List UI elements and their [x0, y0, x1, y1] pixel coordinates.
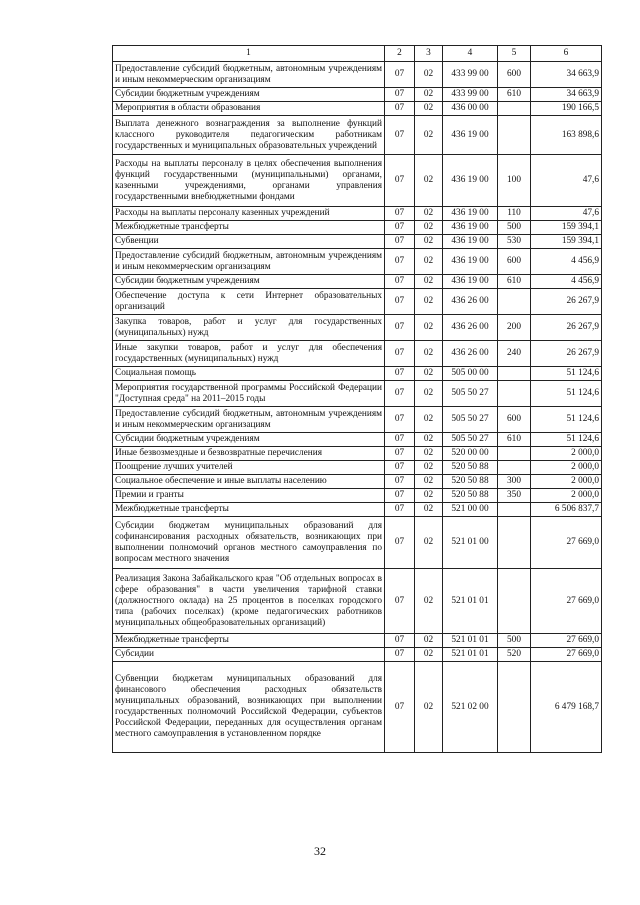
- subsection-code-cell: 02: [415, 62, 443, 88]
- row-name-cell: Мероприятия государственной программы Российской Федерации "Доступная среда" на 2011–2015 годы: [113, 381, 385, 407]
- subsection-code-cell: 02: [415, 275, 443, 289]
- section-code-cell: 07: [385, 662, 415, 753]
- target-article-cell: 505 00 00: [443, 367, 498, 381]
- expense-type-cell: [498, 461, 531, 475]
- amount-cell: 51 124,6: [531, 381, 602, 407]
- expense-type-cell: 100: [498, 155, 531, 207]
- expense-type-cell: [498, 569, 531, 634]
- target-article-cell: 433 99 00: [443, 88, 498, 102]
- amount-cell: 47,6: [531, 207, 602, 221]
- section-code-cell: 07: [385, 433, 415, 447]
- expense-type-cell: [498, 503, 531, 517]
- header-cell: 6: [531, 46, 602, 62]
- target-article-cell: 436 19 00: [443, 221, 498, 235]
- subsection-code-cell: 02: [415, 475, 443, 489]
- row-name-cell: Выплата денежного вознаграждения за выполнение функций классного руководителя педагогическим работникам государственных и муниципальных образовательных учреждений: [113, 116, 385, 155]
- table-row: [113, 315, 602, 341]
- section-code-cell: 07: [385, 315, 415, 341]
- target-article-cell: 520 00 00: [443, 447, 498, 461]
- target-article-cell: 436 26 00: [443, 341, 498, 367]
- expense-type-cell: [498, 102, 531, 116]
- section-code-cell: 07: [385, 62, 415, 88]
- section-code-cell: 07: [385, 116, 415, 155]
- row-name-cell: Мероприятия в области образования: [113, 102, 385, 116]
- table-row: [113, 235, 602, 249]
- subsection-code-cell: 02: [415, 235, 443, 249]
- section-code-cell: 07: [385, 207, 415, 221]
- target-article-cell: 505 50 27: [443, 381, 498, 407]
- amount-cell: 2 000,0: [531, 447, 602, 461]
- subsection-code-cell: 02: [415, 155, 443, 207]
- subsection-code-cell: 02: [415, 88, 443, 102]
- amount-cell: 4 456,9: [531, 275, 602, 289]
- target-article-cell: 521 01 00: [443, 517, 498, 569]
- target-article-cell: 520 50 88: [443, 475, 498, 489]
- expense-type-cell: 610: [498, 275, 531, 289]
- expense-type-cell: 610: [498, 88, 531, 102]
- row-name-cell: Обеспечение доступа к сети Интернет образовательных организаций: [113, 289, 385, 315]
- amount-cell: 159 394,1: [531, 235, 602, 249]
- row-name-cell: Иные безвозмездные и безвозвратные перечисления: [113, 447, 385, 461]
- amount-cell: 27 669,0: [531, 648, 602, 662]
- amount-cell: 34 663,9: [531, 62, 602, 88]
- row-name-cell: Социальная помощь: [113, 367, 385, 381]
- expense-type-cell: 600: [498, 407, 531, 433]
- section-code-cell: 07: [385, 489, 415, 503]
- row-name-cell: Субсидии бюджетам муниципальных образований для софинансирования расходных обязательств, возникающих при выполнении полномочий органов местного самоуправления по вопросам местного значения: [113, 517, 385, 569]
- subsection-code-cell: 02: [415, 433, 443, 447]
- table-row: [113, 249, 602, 275]
- target-article-cell: 436 19 00: [443, 116, 498, 155]
- section-code-cell: 07: [385, 155, 415, 207]
- subsection-code-cell: 02: [415, 407, 443, 433]
- row-name-cell: Субвенции: [113, 235, 385, 249]
- expense-type-cell: 350: [498, 489, 531, 503]
- row-name-cell: Закупка товаров, работ и услуг для государственных (муниципальных) нужд: [113, 315, 385, 341]
- section-code-cell: 07: [385, 634, 415, 648]
- table-row: [113, 207, 602, 221]
- subsection-code-cell: 02: [415, 249, 443, 275]
- row-name-cell: Субсидии бюджетным учреждениям: [113, 275, 385, 289]
- table-row: [113, 433, 602, 447]
- expense-type-cell: [498, 367, 531, 381]
- section-code-cell: 07: [385, 517, 415, 569]
- amount-cell: 26 267,9: [531, 289, 602, 315]
- table-row: [113, 517, 602, 569]
- table-row: [113, 407, 602, 433]
- row-name-cell: Предоставление субсидий бюджетным, автономным учреждениям и иным некоммерческим организациям: [113, 249, 385, 275]
- header-cell: 2: [385, 46, 415, 62]
- table-row: [113, 461, 602, 475]
- target-article-cell: 436 19 00: [443, 249, 498, 275]
- amount-cell: 51 124,6: [531, 407, 602, 433]
- subsection-code-cell: 02: [415, 662, 443, 753]
- section-code-cell: 07: [385, 461, 415, 475]
- target-article-cell: 436 19 00: [443, 207, 498, 221]
- table-row: [113, 447, 602, 461]
- subsection-code-cell: 02: [415, 207, 443, 221]
- amount-cell: 2 000,0: [531, 489, 602, 503]
- amount-cell: 159 394,1: [531, 221, 602, 235]
- header-cell: 3: [415, 46, 443, 62]
- amount-cell: 6 479 168,7: [531, 662, 602, 753]
- expense-type-cell: 500: [498, 634, 531, 648]
- target-article-cell: 436 19 00: [443, 155, 498, 207]
- target-article-cell: 433 99 00: [443, 62, 498, 88]
- table-row: [113, 155, 602, 207]
- table-row: [113, 662, 602, 753]
- target-article-cell: 505 50 27: [443, 407, 498, 433]
- target-article-cell: 436 26 00: [443, 315, 498, 341]
- budget-table-body: [113, 46, 602, 753]
- table-row: [113, 289, 602, 315]
- table-row: [113, 503, 602, 517]
- amount-cell: 47,6: [531, 155, 602, 207]
- row-name-cell: Межбюджетные трансферты: [113, 634, 385, 648]
- target-article-cell: 521 01 01: [443, 648, 498, 662]
- table-row: [113, 475, 602, 489]
- subsection-code-cell: 02: [415, 116, 443, 155]
- table-row: [113, 62, 602, 88]
- table-row: [113, 116, 602, 155]
- section-code-cell: 07: [385, 367, 415, 381]
- section-code-cell: 07: [385, 235, 415, 249]
- amount-cell: 26 267,9: [531, 315, 602, 341]
- expense-type-cell: 240: [498, 341, 531, 367]
- row-name-cell: Субсидии: [113, 648, 385, 662]
- target-article-cell: 521 01 01: [443, 569, 498, 634]
- subsection-code-cell: 02: [415, 289, 443, 315]
- section-code-cell: 07: [385, 475, 415, 489]
- row-name-cell: Реализация Закона Забайкальского края "Об отдельных вопросах в сфере образования" в части увеличения тарифной ставки (должностного оклада) на 25 процентов в поселках городского типа (рабочих поселках) (кроме педагогических работников муниципальных общеобразовательных организаций): [113, 569, 385, 634]
- section-code-cell: 07: [385, 503, 415, 517]
- target-article-cell: 521 00 00: [443, 503, 498, 517]
- row-name-cell: Расходы на выплаты персоналу в целях обеспечения выполнения функций государственными (муниципальными) органами, казенными учреждениями, органами управления государственными внебюджетными фондами: [113, 155, 385, 207]
- target-article-cell: 520 50 88: [443, 489, 498, 503]
- target-article-cell: 436 19 00: [443, 235, 498, 249]
- amount-cell: 163 898,6: [531, 116, 602, 155]
- table-row: [113, 367, 602, 381]
- target-article-cell: 436 19 00: [443, 275, 498, 289]
- target-article-cell: 436 26 00: [443, 289, 498, 315]
- expense-type-cell: [498, 662, 531, 753]
- page-number: 32: [314, 844, 326, 858]
- table-row: [113, 634, 602, 648]
- amount-cell: 27 669,0: [531, 517, 602, 569]
- row-name-cell: Расходы на выплаты персоналу казенных учреждений: [113, 207, 385, 221]
- section-code-cell: 07: [385, 88, 415, 102]
- expense-type-cell: [498, 517, 531, 569]
- expense-type-cell: 600: [498, 62, 531, 88]
- subsection-code-cell: 02: [415, 447, 443, 461]
- row-name-cell: Субвенции бюджетам муниципальных образований для финансового обеспечения расходных обязательств муниципальных образований, возникающих при выполнении государственных полномочий Российской Федерации, субъектов Российской Федерации, переданных для осуществления органам местного самоуправления в установленном порядке: [113, 662, 385, 753]
- amount-cell: 51 124,6: [531, 367, 602, 381]
- subsection-code-cell: 02: [415, 461, 443, 475]
- row-name-cell: Премии и гранты: [113, 489, 385, 503]
- subsection-code-cell: 02: [415, 341, 443, 367]
- amount-cell: 2 000,0: [531, 461, 602, 475]
- section-code-cell: 07: [385, 289, 415, 315]
- table-row: [113, 221, 602, 235]
- subsection-code-cell: 02: [415, 569, 443, 634]
- amount-cell: 27 669,0: [531, 634, 602, 648]
- table-row: [113, 648, 602, 662]
- expense-type-cell: 300: [498, 475, 531, 489]
- target-article-cell: 436 00 00: [443, 102, 498, 116]
- subsection-code-cell: 02: [415, 517, 443, 569]
- subsection-code-cell: 02: [415, 381, 443, 407]
- expense-type-cell: [498, 381, 531, 407]
- row-name-cell: Иные закупки товаров, работ и услуг для обеспечения государственных (муниципальных) нужд: [113, 341, 385, 367]
- budget-table: [112, 45, 602, 753]
- expense-type-cell: 610: [498, 433, 531, 447]
- amount-cell: 190 166,5: [531, 102, 602, 116]
- table-row: [113, 341, 602, 367]
- section-code-cell: 07: [385, 102, 415, 116]
- row-name-cell: Межбюджетные трансферты: [113, 503, 385, 517]
- table-header-row: [113, 46, 602, 62]
- subsection-code-cell: 02: [415, 489, 443, 503]
- table-row: [113, 275, 602, 289]
- table-row: [113, 102, 602, 116]
- target-article-cell: 520 50 88: [443, 461, 498, 475]
- amount-cell: 27 669,0: [531, 569, 602, 634]
- target-article-cell: 505 50 27: [443, 433, 498, 447]
- table-row: [113, 489, 602, 503]
- header-cell: 4: [443, 46, 498, 62]
- amount-cell: 51 124,6: [531, 433, 602, 447]
- subsection-code-cell: 02: [415, 648, 443, 662]
- expense-type-cell: 500: [498, 221, 531, 235]
- header-cell: 1: [113, 46, 385, 62]
- amount-cell: 4 456,9: [531, 249, 602, 275]
- row-name-cell: Предоставление субсидий бюджетным, автономным учреждениям и иным некоммерческим организациям: [113, 62, 385, 88]
- row-name-cell: Межбюджетные трансферты: [113, 221, 385, 235]
- expense-type-cell: [498, 289, 531, 315]
- expense-type-cell: [498, 447, 531, 461]
- expense-type-cell: 600: [498, 249, 531, 275]
- subsection-code-cell: 02: [415, 367, 443, 381]
- expense-type-cell: 110: [498, 207, 531, 221]
- subsection-code-cell: 02: [415, 503, 443, 517]
- row-name-cell: Поощрение лучших учителей: [113, 461, 385, 475]
- row-name-cell: Субсидии бюджетным учреждениям: [113, 88, 385, 102]
- row-name-cell: Субсидии бюджетным учреждениям: [113, 433, 385, 447]
- row-name-cell: Социальное обеспечение и иные выплаты населению: [113, 475, 385, 489]
- section-code-cell: 07: [385, 341, 415, 367]
- amount-cell: 6 506 837,7: [531, 503, 602, 517]
- section-code-cell: 07: [385, 447, 415, 461]
- subsection-code-cell: 02: [415, 102, 443, 116]
- section-code-cell: 07: [385, 569, 415, 634]
- expense-type-cell: [498, 116, 531, 155]
- amount-cell: 2 000,0: [531, 475, 602, 489]
- section-code-cell: 07: [385, 221, 415, 235]
- section-code-cell: 07: [385, 381, 415, 407]
- row-name-cell: Предоставление субсидий бюджетным, автономным учреждениям и иным некоммерческим организациям: [113, 407, 385, 433]
- subsection-code-cell: 02: [415, 634, 443, 648]
- expense-type-cell: 520: [498, 648, 531, 662]
- section-code-cell: 07: [385, 249, 415, 275]
- subsection-code-cell: 02: [415, 221, 443, 235]
- table-row: [113, 88, 602, 102]
- section-code-cell: 07: [385, 648, 415, 662]
- subsection-code-cell: 02: [415, 315, 443, 341]
- header-cell: 5: [498, 46, 531, 62]
- amount-cell: 34 663,9: [531, 88, 602, 102]
- table-row: [113, 381, 602, 407]
- target-article-cell: 521 01 01: [443, 634, 498, 648]
- expense-type-cell: 530: [498, 235, 531, 249]
- section-code-cell: 07: [385, 407, 415, 433]
- target-article-cell: 521 02 00: [443, 662, 498, 753]
- amount-cell: 26 267,9: [531, 341, 602, 367]
- table-row: [113, 569, 602, 634]
- expense-type-cell: 200: [498, 315, 531, 341]
- section-code-cell: 07: [385, 275, 415, 289]
